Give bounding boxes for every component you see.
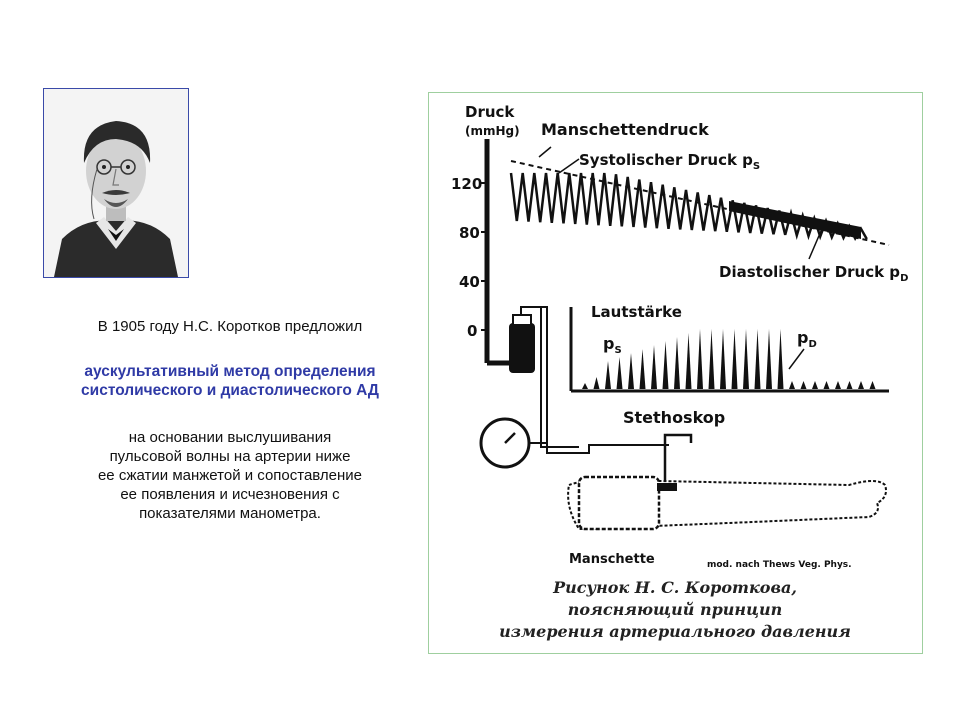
- sound-bar: [743, 329, 749, 389]
- method-highlight: [30, 362, 430, 400]
- sound-bar: [755, 329, 761, 389]
- sound-bar: [582, 383, 588, 389]
- description-line: пульсовой волны на артерии ниже: [109, 448, 351, 465]
- sound-bar: [847, 381, 853, 389]
- stethoscope-label: Stethoskop: [623, 408, 726, 427]
- sound-bar: [697, 329, 703, 389]
- y-axis-title: Druck: [465, 103, 515, 121]
- sound-bar: [628, 353, 634, 389]
- korotkov-diagram: [428, 92, 923, 654]
- sound-bar: [824, 381, 830, 389]
- description-line: ее появления и исчезновения с: [120, 486, 340, 503]
- korotkov-sounds: [582, 329, 876, 389]
- caption-line: измерения артериального давления: [499, 622, 851, 641]
- sound-bar: [766, 329, 772, 389]
- pd-label: $p_D$: [797, 328, 817, 350]
- source-note: mod. nach Thews Veg. Phys.: [707, 560, 852, 570]
- sound-bar: [870, 381, 876, 389]
- caption-line: Рисунок Н. С. Короткова,: [553, 578, 797, 597]
- y-tick-80: 80: [459, 224, 480, 242]
- caption-line: поясняющий принцип: [567, 600, 783, 619]
- sound-bar: [594, 377, 600, 389]
- sound-bar: [709, 329, 715, 389]
- portrait-image: [44, 89, 188, 277]
- sound-bar: [858, 381, 864, 389]
- sound-bar: [674, 337, 680, 389]
- sound-bar: [605, 361, 611, 389]
- description-line: ее сжатии манжетой и сопоставление: [97, 467, 363, 484]
- sound-bar: [732, 329, 738, 389]
- sound-bar: [686, 333, 692, 389]
- korotkov-portrait: [43, 88, 189, 278]
- diagram-svg: [429, 93, 922, 653]
- systolic-label: Systolischer Druck $p_S$: [579, 151, 761, 172]
- loudness-label: Lautstärke: [591, 303, 682, 321]
- y-tick-40: 40: [459, 273, 480, 291]
- sound-bar: [640, 349, 646, 389]
- highlight-line: аускультативный метод определения: [84, 363, 376, 380]
- y-axis-unit: (mmHg): [465, 124, 520, 138]
- sound-bar: [720, 329, 726, 389]
- intro-text: В 1905 году Н.С. Коротков предложил: [97, 318, 363, 335]
- cuff-label: Manschette: [569, 552, 655, 567]
- description-line: показателями манометра.: [139, 505, 321, 522]
- sound-bar: [801, 381, 807, 389]
- description-line: на основании выслушивания: [128, 429, 332, 446]
- sound-bar: [835, 381, 841, 389]
- sound-bar: [651, 345, 657, 389]
- ps-label: $p_S$: [603, 334, 622, 356]
- cuff-pressure-label: Manschettendruck: [541, 120, 709, 139]
- y-tick-0: 0: [467, 322, 478, 340]
- y-tick-120: 120: [451, 175, 483, 193]
- sound-bar: [789, 381, 795, 389]
- highlight-line: систолического и диастолического АД: [81, 382, 379, 399]
- sound-bar: [663, 341, 669, 389]
- diastolic-label: Diastolischer Druck $p_D$: [719, 263, 909, 284]
- sound-bar: [778, 329, 784, 389]
- method-description: [30, 428, 430, 523]
- sound-bar: [812, 381, 818, 389]
- sound-bar: [617, 357, 623, 389]
